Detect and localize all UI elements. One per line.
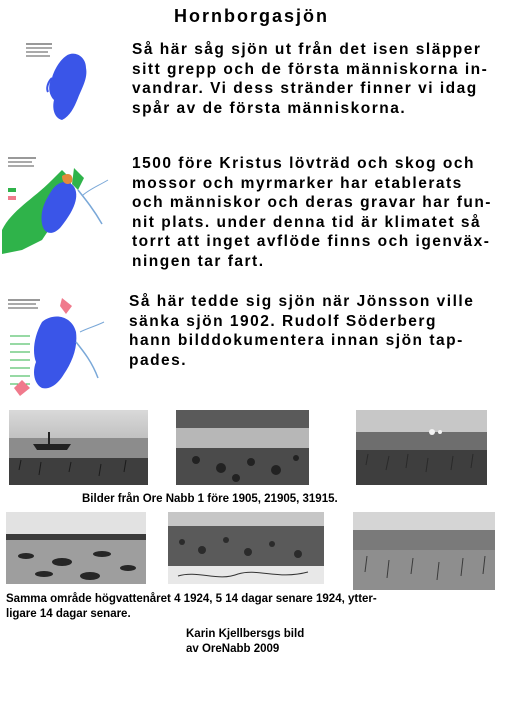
lake-map-3 (2, 292, 106, 404)
photo-ore-nabb-3 (356, 410, 487, 485)
section-3-line: Så här tedde sig sjön när Jönsson ville (129, 293, 475, 310)
caption-line: Samma område högvattenåret 4 1924, 5 14 dagar senare 1924, ytter- (6, 593, 377, 605)
section-1-line: vandrar. Vi dess stränder finner vi idag (132, 80, 478, 97)
section-3-line: hann bilddokumentera innan sjön tap- (129, 332, 464, 349)
section-3-text (129, 292, 474, 370)
vegetation-map-icon (2, 150, 112, 260)
page-title: Hornborgasjön (174, 6, 329, 26)
credit-line: Karin Kjellbersgs bild (186, 628, 305, 640)
section-2-line: mossor och myrmarker har etablerats (132, 174, 463, 192)
photo-14-days-later-1924 (168, 512, 324, 584)
section-1-text (132, 40, 488, 118)
photo-another-14-days (353, 512, 495, 590)
photo-ore-nabb-2 (176, 410, 309, 485)
photo-credit (186, 627, 304, 657)
photo-row-1-caption: Bilder från Ore Nabb 1 före 1905, 21905, 31915. (82, 493, 338, 505)
lake-map-2 (2, 150, 112, 260)
section-2-line: nit plats. under denna tid är klimatet så (132, 213, 482, 231)
lake-map-icon (22, 38, 102, 128)
section-1-line: Så här såg sjön ut från det isen släpper (132, 41, 482, 58)
lowered-lake-map-icon (2, 292, 106, 404)
section-2-line: 1500 före Kristus lövträd och skog och (132, 155, 475, 172)
section-2-line: torrt att inget avflöde finns och igenväx- (132, 233, 491, 250)
photo-row-2-caption (6, 592, 377, 622)
caption-line: ligare 14 dagar senare. (6, 608, 131, 620)
section-1-line: sitt grepp och de första människorna in- (132, 60, 489, 78)
photo-ore-nabb-1 (9, 410, 148, 485)
photo-high-water-1924 (6, 512, 146, 584)
credit-line: av OreNabb 2009 (186, 643, 280, 655)
lake-map-1 (22, 38, 102, 128)
section-3-line: sänka sjön 1902. Rudolf Söderberg (129, 312, 437, 330)
section-2-text (132, 154, 492, 271)
section-2-line: och människor och deras gravar har fun- (132, 194, 492, 211)
section-3-line: pades. (129, 351, 188, 369)
section-1-line: spår av de första människorna. (132, 99, 407, 117)
section-2-line: ningen tar fart. (132, 252, 265, 270)
